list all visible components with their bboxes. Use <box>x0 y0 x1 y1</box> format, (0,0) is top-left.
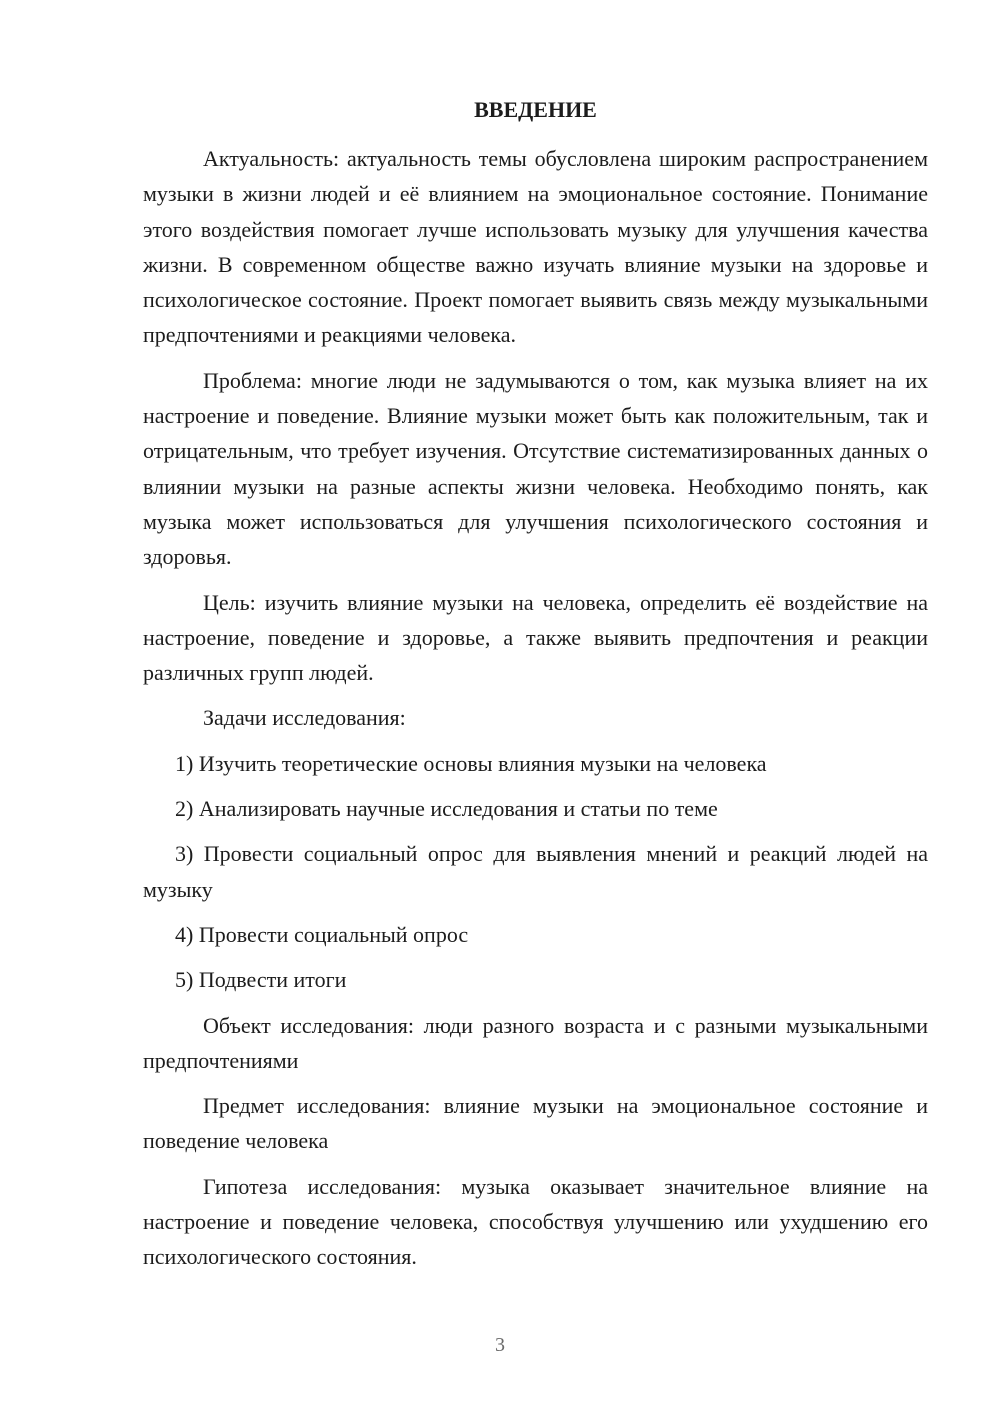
subject-paragraph: Предмет исследования: влияние музыки на эмоциональное состояние и поведение человека <box>143 1093 928 1154</box>
task-item-4: 4) Провести социальный опрос <box>175 921 469 947</box>
problem-paragraph: Проблема: многие люди не задумываются о том, как музыка влияет на их настроение и поведение. Влияние музыки может быть как положительным, так и отрицательным, что требует изучения. Отсутствие систематизированных данных о влиянии музыки на разные аспекты жизни человека. Необходимо понять, как музыка может использоваться для улучшения психологического состояния и здоровья. <box>143 367 928 570</box>
task-item-1: 1) Изучить теоретические основы влияния музыки на человека <box>175 750 767 776</box>
tasks-title: Задачи исследования: <box>203 705 406 731</box>
task-item-3: 3) Провести социальный опрос для выявления мнений и реакций людей на музыку <box>143 841 928 902</box>
hypothesis-paragraph: Гипотеза исследования: музыка оказывает значительное влияние на настроение и поведение человека, способствуя улучшению или ухудшению его психологического состояния. <box>143 1173 928 1270</box>
page-number: 3 <box>495 1334 505 1356</box>
relevance-paragraph: Актуальность: актуальность темы обусловлена широким распространением музыки в жизни людей и её влиянием на эмоциональное состояние. Понимание этого воздействия помогает лучше использовать музыку для улучшения качества жизни. В современном обществе важно изучать влияние музыки на здоровье и психологическое состояние. Проект помогает выявить связь между музыкальными предпочтениями и реакциями человека. <box>143 146 928 348</box>
object-paragraph: Объект исследования: люди разного возраста и с разными музыкальными предпочтениями <box>143 1012 928 1073</box>
goal-paragraph: Цель: изучить влияние музыки на человека, определить её воздействие на настроение, поведение и здоровье, а также выявить предпочтения и реакции различных групп людей. <box>143 589 928 686</box>
task-item-2: 2) Анализировать научные исследования и статьи по теме <box>175 796 718 822</box>
task-item-5: 5) Подвести итоги <box>175 967 347 993</box>
section-heading: ВВЕДЕНИЕ <box>474 97 597 122</box>
document-page <box>143 95 928 1285</box>
